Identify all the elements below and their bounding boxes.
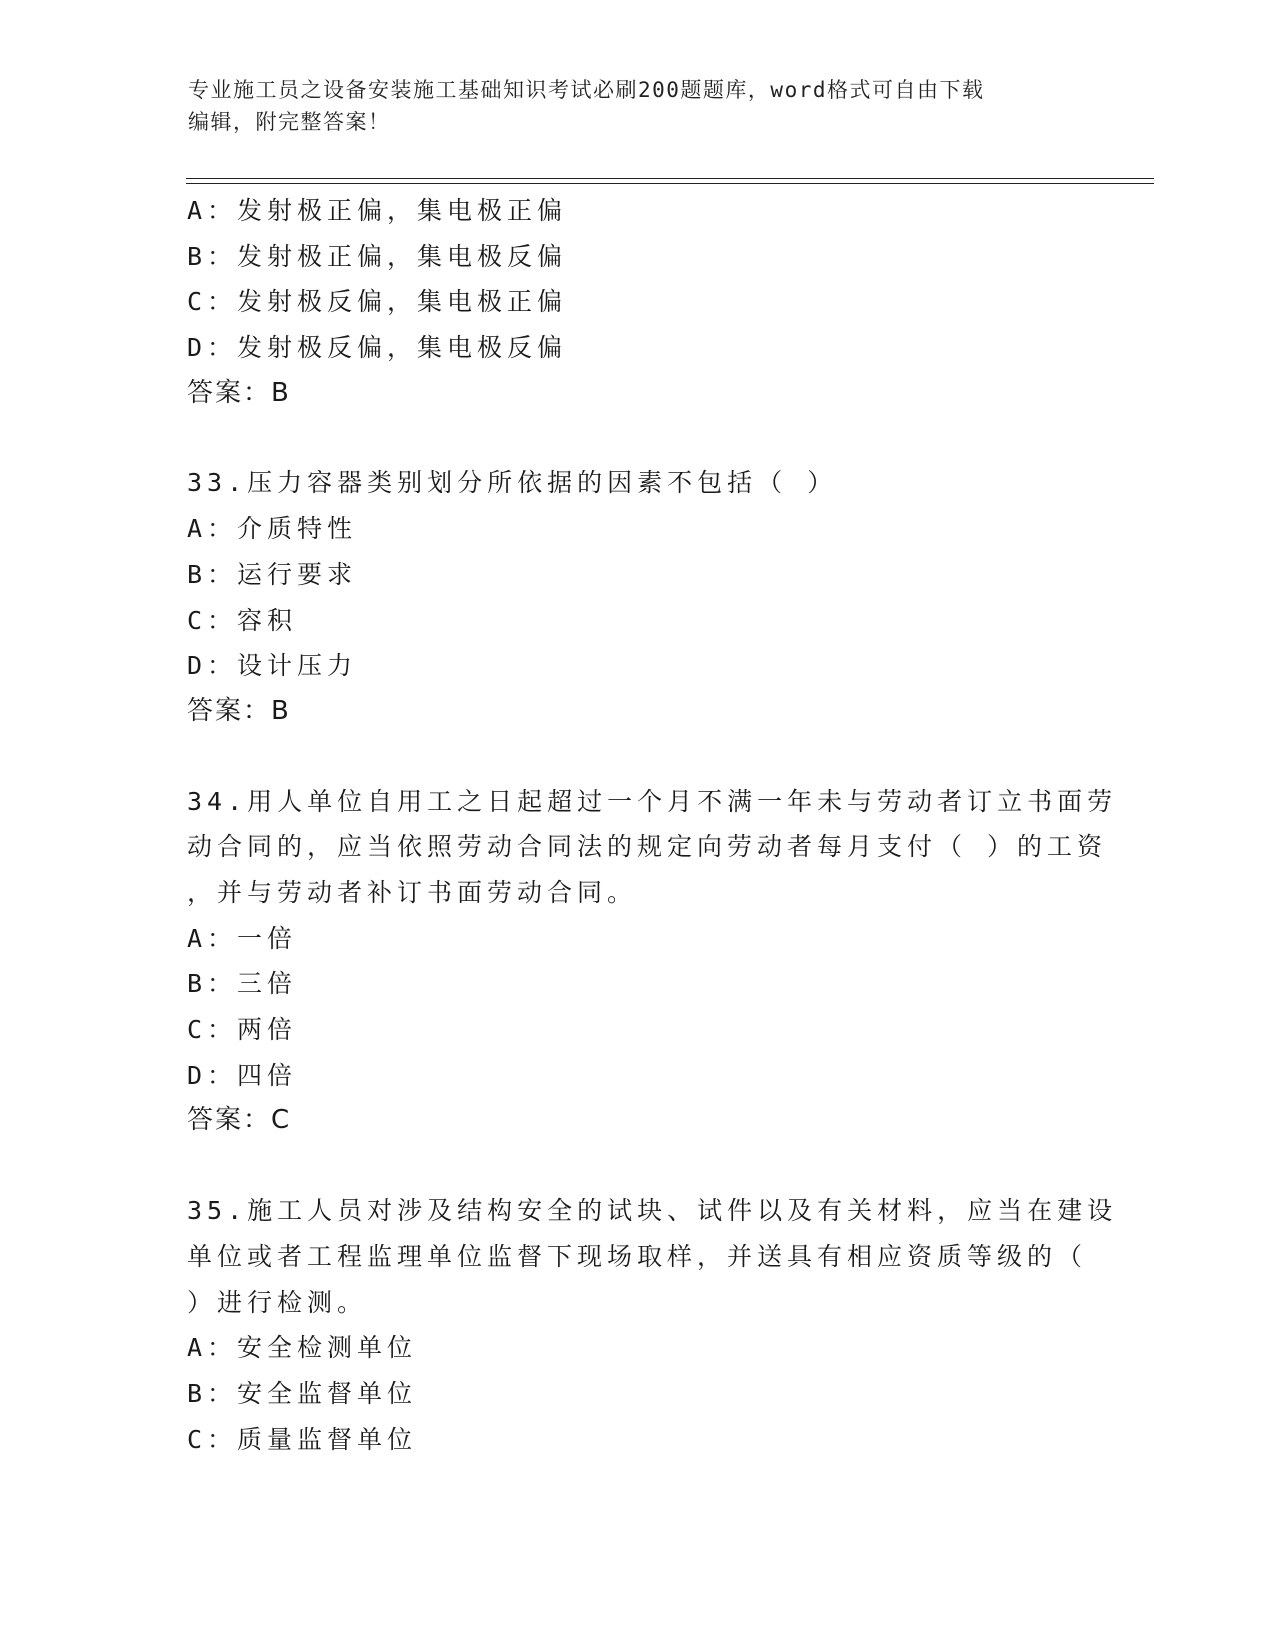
question-gap bbox=[187, 735, 1087, 779]
question-list bbox=[187, 188, 1118, 1462]
option-b: B：发射极正偏，集电极反偏 bbox=[187, 241, 568, 271]
header-title-line2: 编辑，附完整答案！ bbox=[188, 110, 391, 134]
option-c: C：质量监督单位 bbox=[187, 1424, 418, 1454]
option-b: B：安全监督单位 bbox=[187, 1378, 418, 1408]
question-stem-line: 单位或者工程监理单位监督下现场取样，并送具有相应资质等级的（ bbox=[187, 1241, 1088, 1271]
answer-line: 答案：C bbox=[187, 1105, 292, 1136]
question-stem-line: ）进行检测。 bbox=[187, 1287, 368, 1317]
question-stem-line: 33.压力容器类别划分所依据的因素不包括（ ） bbox=[187, 468, 838, 498]
option-c: C：容积 bbox=[187, 605, 298, 635]
question-stem-line: 动合同的，应当依照劳动合同法的规定向劳动者每月支付（ ）的工资 bbox=[187, 832, 1108, 862]
question-gap bbox=[187, 416, 1087, 460]
answer-line: 答案：B bbox=[187, 695, 291, 726]
question-stem-line: ，并与劳动者补订书面劳动合同。 bbox=[187, 877, 638, 907]
question-34 bbox=[187, 779, 1118, 1145]
question-35 bbox=[187, 1188, 1118, 1462]
document-header bbox=[188, 74, 1078, 138]
question-33 bbox=[187, 460, 1087, 734]
option-a: A：一倍 bbox=[187, 923, 298, 953]
option-d: D：发射极反偏，集电极反偏 bbox=[187, 333, 568, 363]
question-32 bbox=[187, 188, 1087, 416]
header-rule-bottom bbox=[186, 183, 1154, 184]
answer-line: 答案：B bbox=[187, 377, 291, 408]
option-a: A：介质特性 bbox=[187, 514, 358, 544]
option-c: C：发射极反偏，集电极正偏 bbox=[187, 287, 568, 317]
header-title-line1: 专业施工员之设备安装施工基础知识考试必刷200题题库，word格式可自由下载 bbox=[188, 78, 985, 102]
option-c: C：两倍 bbox=[187, 1015, 298, 1045]
option-b: B：三倍 bbox=[187, 969, 298, 999]
option-d: D：设计压力 bbox=[187, 651, 358, 681]
option-d: D：四倍 bbox=[187, 1060, 298, 1090]
option-b: B：运行要求 bbox=[187, 559, 358, 589]
question-gap bbox=[187, 1144, 1087, 1188]
option-a: A：安全检测单位 bbox=[187, 1333, 418, 1363]
option-a: A：发射极正偏，集电极正偏 bbox=[187, 196, 568, 225]
question-stem-line: 35.施工人员对涉及结构安全的试块、试件以及有关材料，应当在建设 bbox=[187, 1196, 1118, 1226]
header-rule-top bbox=[186, 178, 1154, 179]
question-stem-line: 34.用人单位自用工之日起超过一个月不满一年未与劳动者订立书面劳 bbox=[187, 786, 1118, 816]
